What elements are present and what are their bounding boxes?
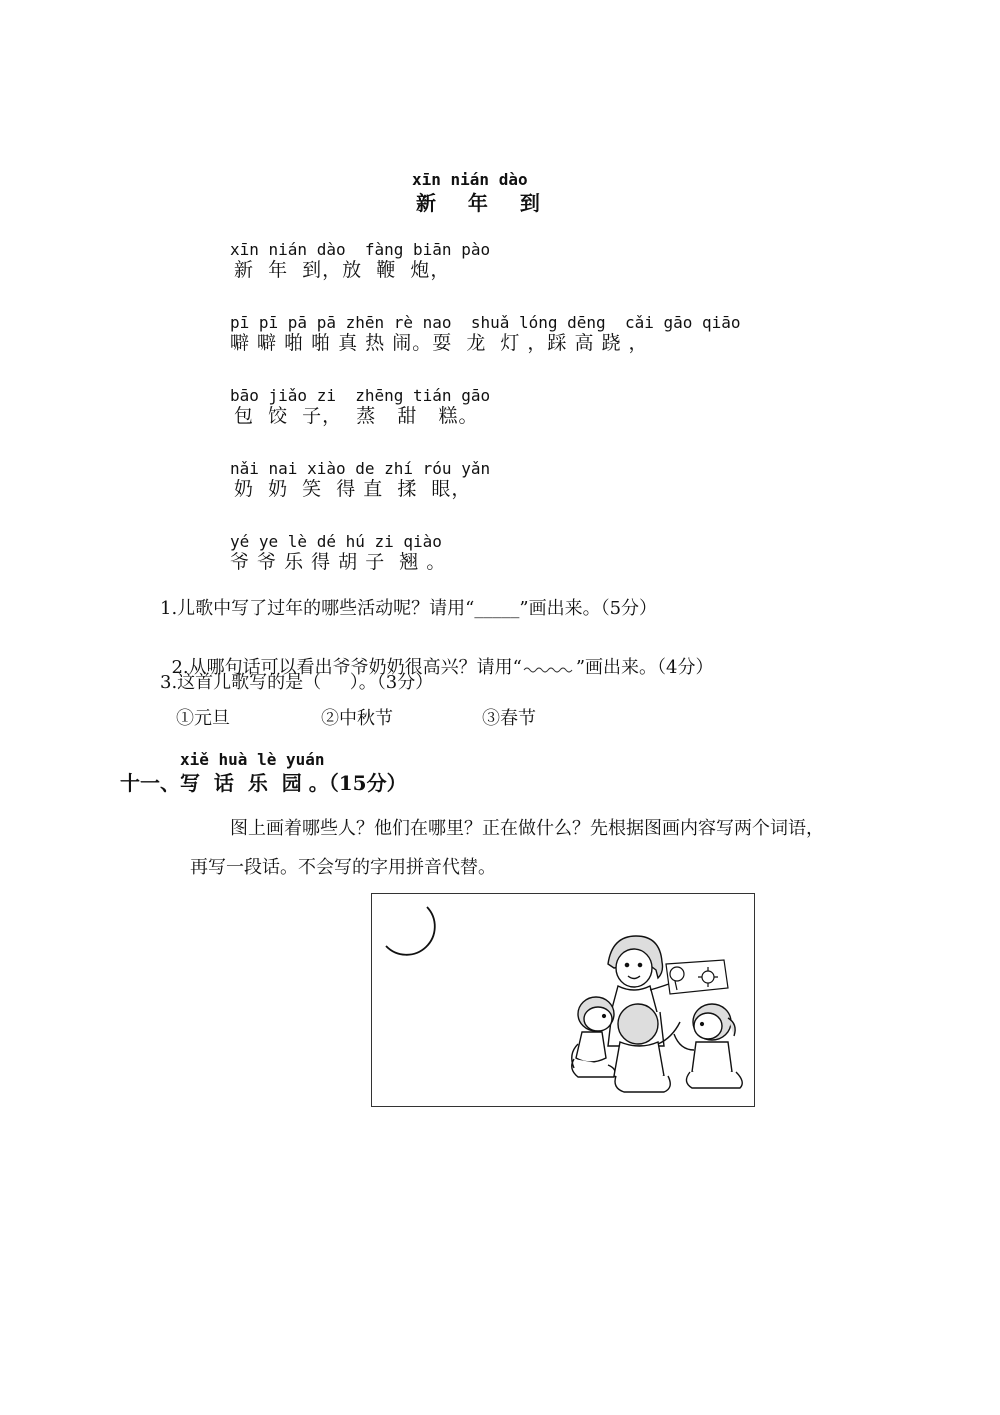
option-1: ①元旦 xyxy=(176,708,230,729)
option-2: ②中秋节 xyxy=(321,708,393,729)
title-pinyin: xīn nián dào xyxy=(412,170,528,189)
section-title: 十一、写 话 乐 园 。（15分） xyxy=(120,771,407,795)
child-figure xyxy=(614,1004,680,1092)
poem-line-5-pinyin: yé ye lè dé hú zi qiào xyxy=(230,532,442,551)
wavy-underline-mark xyxy=(522,661,576,675)
crescent-moon-icon xyxy=(386,907,435,955)
illustration-frame xyxy=(371,893,755,1107)
poem-line-1-pinyin: xīn nián dào fàng biān pào xyxy=(230,240,491,259)
question-1: 1.儿歌中写了过年的哪些活动呢？请用“_____”画出来。（5分） xyxy=(160,598,658,619)
question-2-text-after: ”画出来。（4分） xyxy=(575,657,714,678)
poem-line-4-text: 奶 奶 笑 得 直 揉 眼， xyxy=(234,478,472,500)
option-3: ③春节 xyxy=(482,708,536,729)
question-2-text-before: 2.从哪句话可以看出爷爷奶奶很高兴？请用“ xyxy=(171,657,522,678)
question-3: 3.这首儿歌写的是（ ）。（3分） xyxy=(160,672,434,693)
poem-line-2-pinyin: pī pī pā pā zhēn rè nao shuǎ lóng dēng cǎi gāo qiāo xyxy=(230,313,741,332)
poem-line-5-text: 爷 爷 乐 得 胡 子 翘 。 xyxy=(230,551,447,573)
poem-line-4-pinyin: nǎi nai xiào de zhí róu yǎn xyxy=(230,459,491,478)
illustration-drawing xyxy=(372,894,753,1105)
poem-line-1-text: 新 年 到，放 鞭 炮， xyxy=(234,259,451,281)
poem-line-3-pinyin: bāo jiǎo zi zhēng tián gāo xyxy=(230,386,491,405)
instruction-line-1: 图上画着哪些人？他们在哪里？正在做什么？先根据图画内容写两个词语， xyxy=(230,818,824,839)
poem-line-2-text: 噼 噼 啪 啪 真 热 闹。耍 龙 灯 ，踩 高 跷 ， xyxy=(230,332,649,354)
instruction-line-2: 再写一段话。不会写的字用拼音代替。 xyxy=(190,857,496,878)
picture-board xyxy=(666,960,728,994)
section-title-pinyin: xiě huà lè yuán xyxy=(180,750,325,769)
child-figure xyxy=(674,1004,742,1088)
page-title: 新 年 到 xyxy=(416,191,546,215)
poem-line-3-text: 包 饺 子， 蒸 甜 糕。 xyxy=(234,405,479,427)
